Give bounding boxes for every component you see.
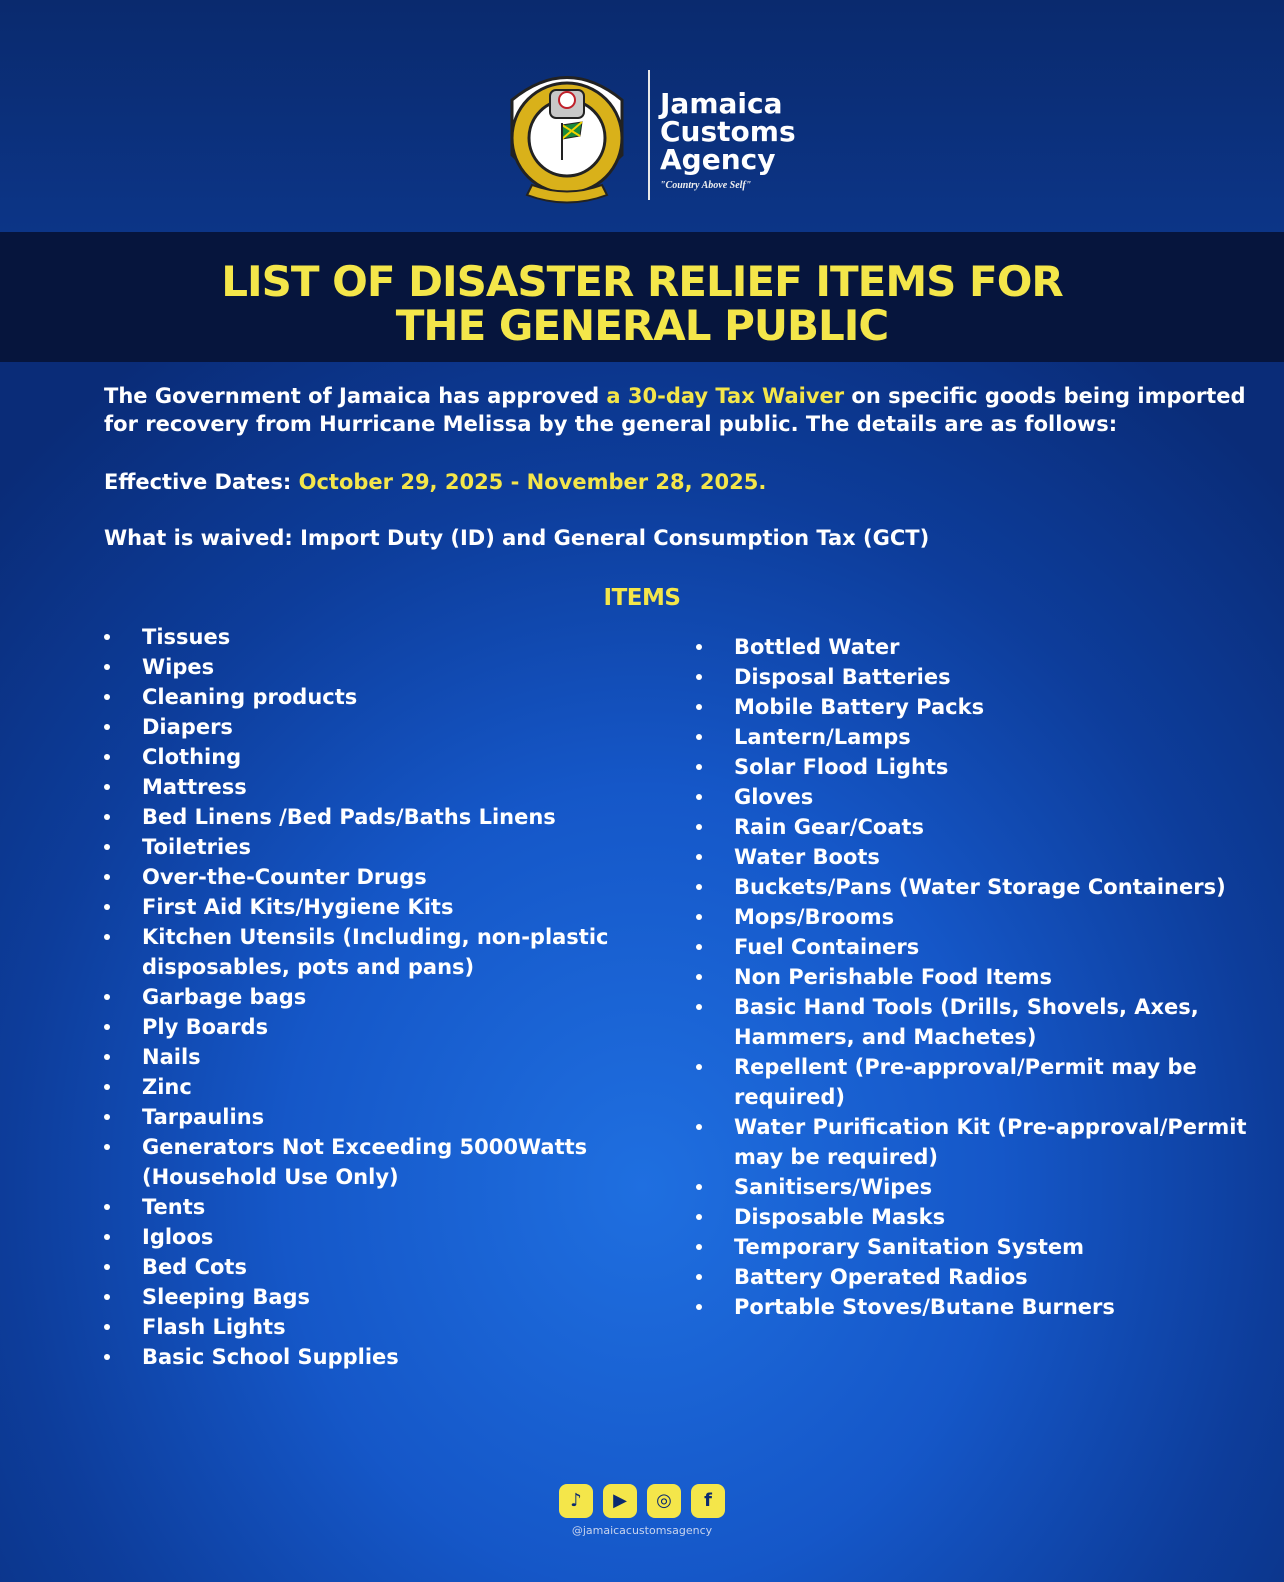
brand-name [660, 87, 796, 192]
left-items-list [102, 622, 642, 1372]
waived-line [104, 524, 929, 552]
intro-text-after: on specific goods being imported for recovery from Hurricane Melissa by the general public. The details are as follows: [104, 384, 1246, 436]
list-item: Gloves [694, 782, 1269, 812]
list-item: Portable Stoves/Butane Burners [694, 1292, 1269, 1322]
crest-icon [492, 60, 642, 210]
list-item: Bottled Water [694, 632, 1269, 662]
title-line-2: THE GENERAL PUBLIC [395, 301, 889, 350]
list-item: Toiletries [102, 832, 642, 862]
list-item: Mops/Brooms [694, 902, 1269, 932]
header-band [0, 0, 1284, 232]
social-icons [559, 1484, 725, 1518]
list-item: Tents [102, 1192, 642, 1222]
list-item: Sanitisers/Wipes [694, 1172, 1269, 1202]
list-item: Kitchen Utensils (Including, non-plastic disposables, pots and pans) [102, 922, 642, 982]
intro-text-before: The Government of Jamaica has approved [104, 384, 607, 408]
list-item: Sleeping Bags [102, 1282, 642, 1312]
effective-label: Effective Dates: [104, 470, 299, 494]
list-item: First Aid Kits/Hygiene Kits [102, 892, 642, 922]
effective-dates [104, 468, 766, 496]
logo-divider [648, 70, 650, 200]
brand-line-3: Agency [660, 143, 776, 176]
right-items-list [694, 632, 1269, 1322]
list-item: Battery Operated Radios [694, 1262, 1269, 1292]
list-item: Clothing [102, 742, 642, 772]
list-item: Over-the-Counter Drugs [102, 862, 642, 892]
list-item: Non Perishable Food Items [694, 962, 1269, 992]
list-item: Flash Lights [102, 1312, 642, 1342]
list-item: Temporary Sanitation System [694, 1232, 1269, 1262]
intro-highlight: a 30-day Tax Waiver [606, 384, 845, 408]
list-item: Ply Boards [102, 1012, 642, 1042]
list-item: Basic School Supplies [102, 1342, 642, 1372]
list-item: Mobile Battery Packs [694, 692, 1269, 722]
brand-motto: "Country Above Self" [660, 180, 752, 191]
list-item: Rain Gear/Coats [694, 812, 1269, 842]
social-footer [0, 1484, 1284, 1537]
page-title [0, 257, 1284, 350]
list-item: Zinc [102, 1072, 642, 1102]
list-item: Water Boots [694, 842, 1269, 872]
intro-paragraph [104, 382, 1264, 438]
list-item: Bed Linens /Bed Pads/Baths Linens [102, 802, 642, 832]
waived-label: What is waived: [104, 526, 301, 550]
list-item: Mattress [102, 772, 642, 802]
list-item: Tarpaulins [102, 1102, 642, 1132]
list-item: Garbage bags [102, 982, 642, 1012]
effective-value: October 29, 2025 - November 28, 2025. [298, 470, 767, 494]
list-item: Bed Cots [102, 1252, 642, 1282]
social-handle: @jamaicacustomsagency [571, 1524, 713, 1537]
list-item: Fuel Containers [694, 932, 1269, 962]
title-line-1: LIST OF DISASTER RELIEF ITEMS FOR [221, 257, 1063, 306]
list-item: Nails [102, 1042, 642, 1072]
waived-value: Import Duty (ID) and General Consumption Tax (GCT) [300, 526, 930, 550]
list-item: Basic Hand Tools (Drills, Shovels, Axes, Hammers, and Machetes) [694, 992, 1269, 1052]
list-item: Tissues [102, 622, 642, 652]
items-heading: ITEMS [603, 585, 681, 611]
brand-line-2: Customs [660, 115, 796, 148]
list-item: Disposable Masks [694, 1202, 1269, 1232]
list-item: Solar Flood Lights [694, 752, 1269, 782]
jca-logo [492, 60, 642, 210]
list-item: Repellent (Pre-approval/Permit may be required) [694, 1052, 1269, 1112]
list-item: Cleaning products [102, 682, 642, 712]
instagram-icon[interactable]: ◎ [647, 1484, 681, 1518]
youtube-icon[interactable]: ▶ [603, 1484, 637, 1518]
brand-line-1: Jamaica [660, 87, 783, 120]
list-item: Lantern/Lamps [694, 722, 1269, 752]
tiktok-icon[interactable]: ♪ [559, 1484, 593, 1518]
list-item: Buckets/Pans (Water Storage Containers) [694, 872, 1269, 902]
facebook-icon[interactable]: f [691, 1484, 725, 1518]
list-item: Igloos [102, 1222, 642, 1252]
list-item: Disposal Batteries [694, 662, 1269, 692]
list-item: Water Purification Kit (Pre-approval/Permit may be required) [694, 1112, 1269, 1172]
list-item: Wipes [102, 652, 642, 682]
list-item: Generators Not Exceeding 5000Watts (Household Use Only) [102, 1132, 642, 1192]
list-item: Diapers [102, 712, 642, 742]
